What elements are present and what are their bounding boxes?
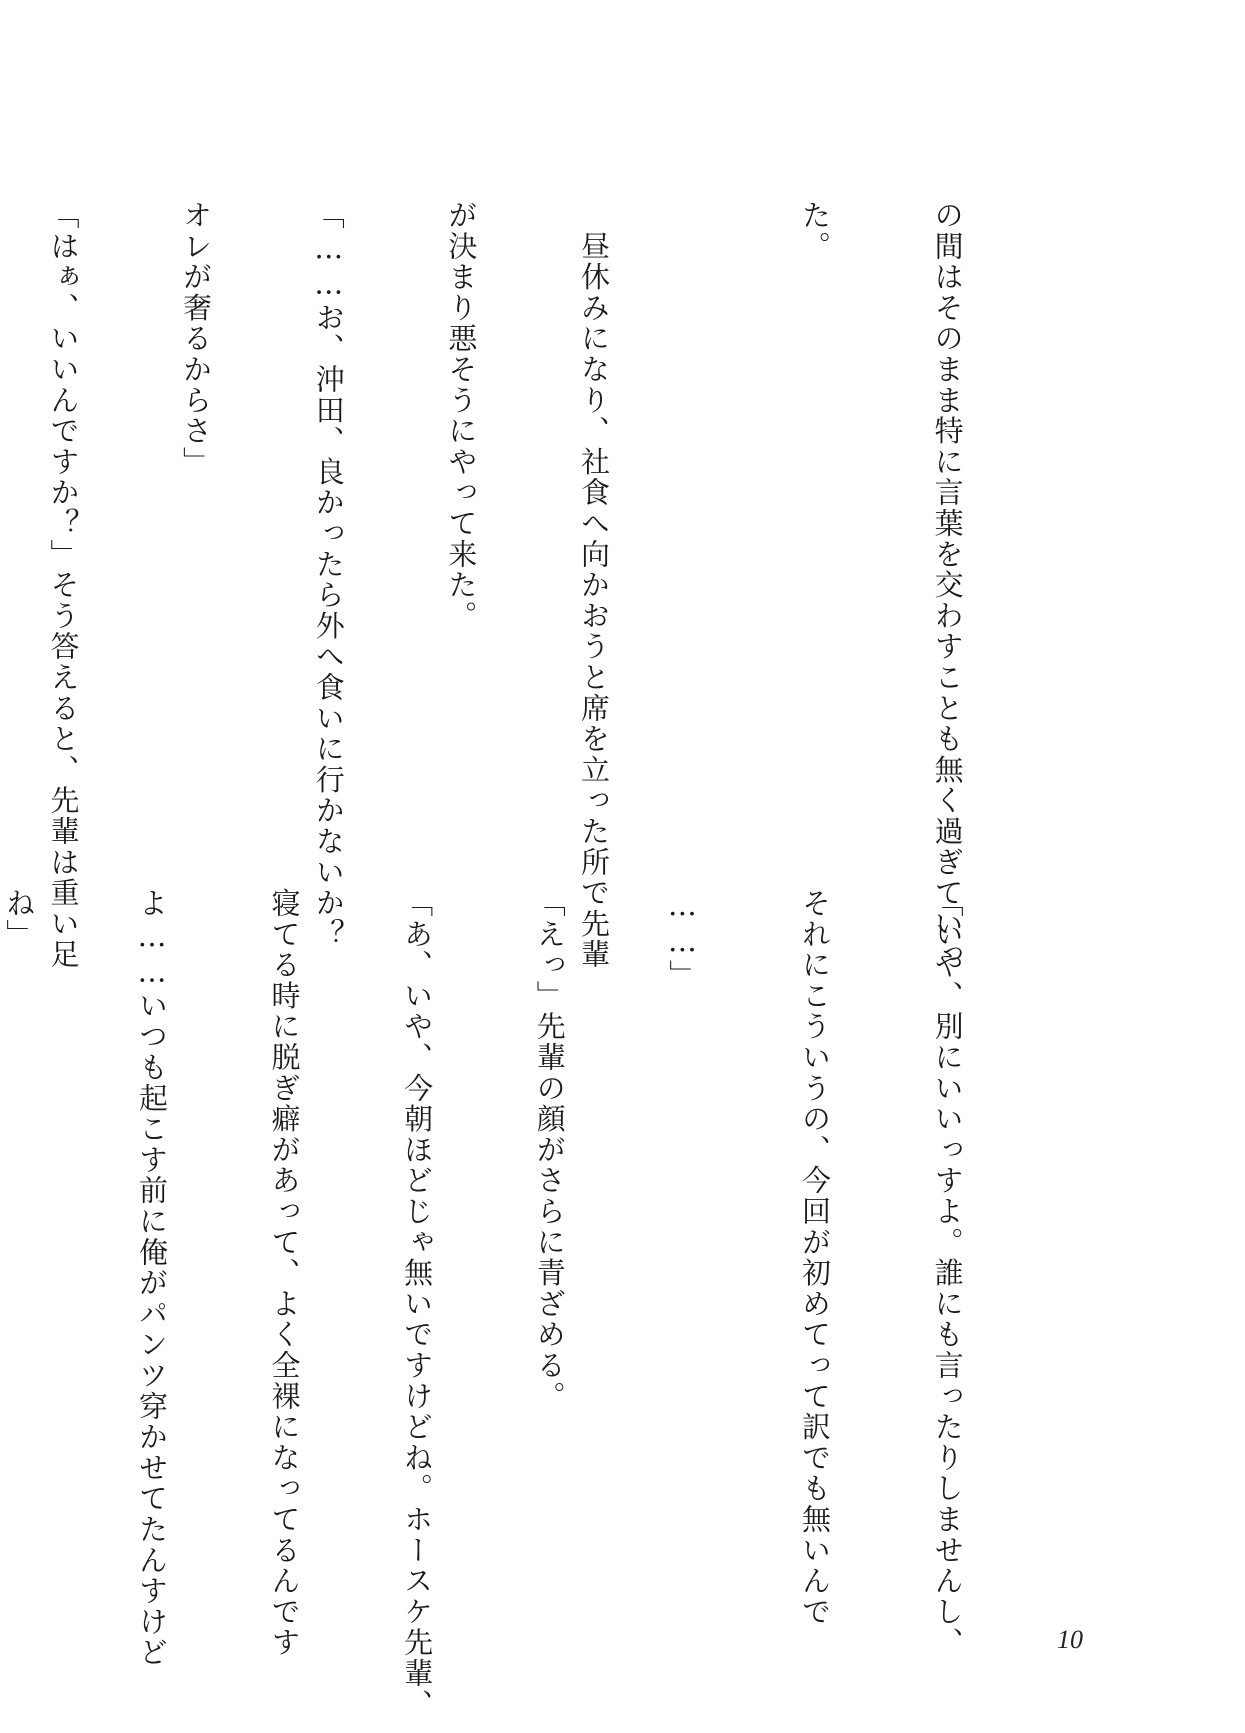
lower-text-block bbox=[2, 888, 1058, 1720]
upper-text-block bbox=[46, 200, 1058, 970]
text-line: の間はそのまま特に言葉を交わすことも無く過ぎていっ bbox=[930, 200, 965, 970]
text-line: 昼休みになり、社食へ向かおうと席を立った所で先輩 bbox=[576, 200, 611, 970]
text-line: が決まり悪そうにやって来た。 bbox=[444, 200, 479, 632]
text-line: ね」 bbox=[2, 888, 37, 950]
text-line: た。 bbox=[797, 200, 832, 262]
text-line: よ……いつも起こす前に俺がパンツ穿かせてたんすけど bbox=[134, 888, 169, 1668]
text-line: 寝てる時に脱ぎ癖があって、よく全裸になってるんです bbox=[267, 888, 302, 1658]
page-number: 10 bbox=[1057, 1625, 1083, 1654]
text-line: 「あ、いや、今朝ほどじゃ無いですけどね。ホースケ先輩、 bbox=[400, 888, 435, 1720]
text-line: 「はぁ、いいんですか？」そう答えると、先輩は重い足 bbox=[46, 200, 81, 970]
text-line: 「えっ」先輩の顔がさらに青ざめる。 bbox=[532, 888, 567, 1412]
text-line: オレが奢るからさ」 bbox=[179, 200, 214, 478]
text-line: 「……お、沖田、良かったら外へ食いに行かないか？ bbox=[311, 200, 346, 950]
text-line: ……」 bbox=[665, 888, 700, 991]
text-line: 「いや、別にいいっすよ。誰にも言ったりしませんし、 bbox=[930, 888, 965, 1658]
text-line: それにこういうの、今回が初めてって訳でも無いんで bbox=[797, 888, 832, 1628]
